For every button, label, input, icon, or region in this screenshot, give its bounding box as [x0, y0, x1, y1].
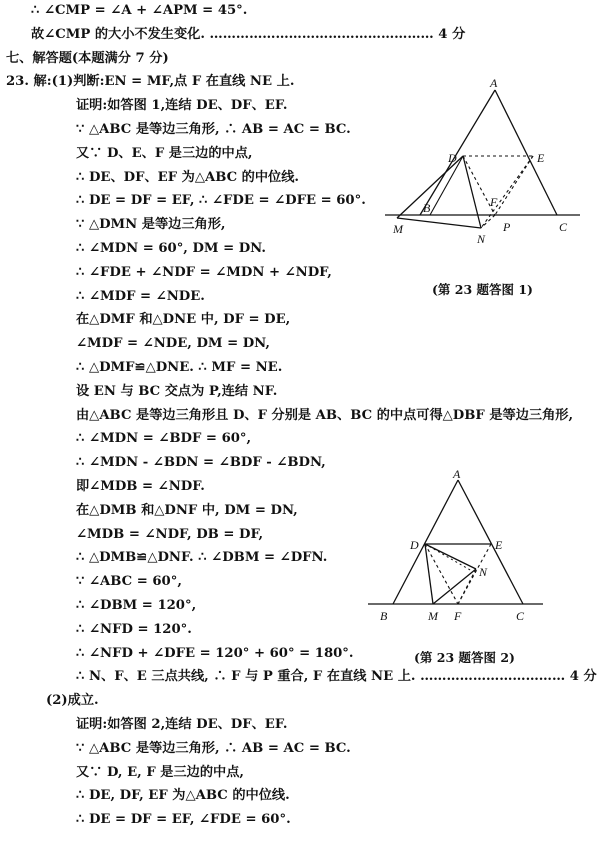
- fig1-label-n: N: [477, 232, 486, 246]
- text-line: ∴ DE, DF, EF 为△ABC 的中位线.: [76, 788, 290, 804]
- fig1-label-m: M: [393, 222, 403, 236]
- text-line: 七、解答题(本题满分 7 分): [6, 50, 169, 66]
- text-line: ∴ ∠NFD + ∠DFE = 120° + 60° = 180°.: [76, 645, 354, 661]
- text-line: ∴ DE、DF、EF 为△ABC 的中位线.: [76, 169, 300, 185]
- fig2-dn: [425, 544, 476, 569]
- text-line: ∴ DE = DF = EF, ∴ ∠FDE = ∠DFE = 60°.: [76, 193, 366, 209]
- fig1-label-f: F: [490, 195, 498, 209]
- text-line: ∴ ∠DBM = 120°,: [76, 598, 197, 613]
- text-line: ∴ ∠MDF = ∠NDE.: [76, 288, 205, 304]
- figure-2-diagram: [368, 466, 548, 626]
- fig1-label-b: B: [423, 201, 431, 215]
- fig1-label-p: P: [503, 220, 511, 234]
- text-line: ∵ △ABC 是等边三角形, ∴ AB = AC = BC.: [76, 122, 351, 137]
- fig1-db: [430, 156, 463, 215]
- fig2-df: [425, 544, 458, 604]
- text-line: 在△DMF 和△DNE 中, DF = DE,: [76, 312, 291, 328]
- figure-1-diagram: [385, 78, 590, 248]
- fig1-ef: [495, 156, 533, 215]
- fig1-dn: [463, 156, 481, 228]
- fig1-en: [481, 156, 533, 228]
- fig2-label-b: B: [380, 609, 388, 623]
- text-line: 故∠CMP 的大小不发生变化. …………………………………………… 4 分: [31, 26, 466, 42]
- text-line: ∴ ∠MDN = 60°, DM = DN.: [76, 241, 266, 256]
- fig2-label-e: E: [495, 538, 503, 552]
- fig2-label-f: F: [454, 609, 462, 623]
- text-line: ∠MDF = ∠NDE, DM = DN,: [76, 336, 270, 352]
- text-line: ∴ ∠FDE + ∠NDF = ∠MDN + ∠NDF,: [76, 264, 332, 280]
- fig1-side-ab: [420, 90, 495, 215]
- fig2-label-a: A: [453, 467, 461, 481]
- text-line: ∠MDB = ∠NDF, DB = DF,: [76, 526, 264, 542]
- text-line: 由△ABC 是等边三角形且 D、F 分别是 AB、BC 的中点可得△DBF 是等边三角形,: [76, 407, 574, 423]
- figure-1-caption: (第 23 题答图 1): [432, 282, 533, 297]
- text-line: 在△DMB 和△DNF 中, DM = DN,: [76, 502, 298, 518]
- text-line: 证明:如答图 1,连结 DE、DF、EF.: [76, 98, 288, 114]
- fig2-label-c: C: [516, 609, 525, 623]
- text-line: 证明:如答图 2,连结 DE、DF、EF.: [76, 717, 288, 732]
- text-line: ∴ △DMB≌△DNF. ∴ ∠DBM = ∠DFN.: [76, 550, 328, 566]
- text-line: ∴ △DMF≌△DNE. ∴ MF = NE.: [76, 360, 283, 375]
- text-line: ∵ △ABC 是等边三角形, ∴ AB = AC = BC.: [76, 740, 351, 756]
- fig1-nf: [481, 215, 495, 228]
- text-line: 又∵ D, E, F 是三边的中点,: [76, 764, 245, 780]
- text-line: ∴ DE = DF = EF, ∠FDE = 60°.: [76, 812, 291, 828]
- fig2-label-d: D: [410, 538, 419, 552]
- fig1-label-e: E: [537, 151, 545, 165]
- fig1-label-d: D: [448, 151, 457, 165]
- fig2-label-n: N: [479, 565, 488, 579]
- text-line: ∵ △DMN 是等边三角形,: [76, 217, 226, 233]
- text-line: 23. 解:(1)判断:EN = MF,点 F 在直线 NE 上.: [6, 74, 295, 90]
- figure-2-caption: (第 23 题答图 2): [414, 650, 515, 665]
- text-line: ∴ ∠CMP = ∠A + ∠APM = 45°.: [31, 3, 248, 18]
- text-line: ∴ ∠NFD = 120°.: [76, 621, 192, 637]
- text-line: 设 EN 与 BC 交点为 P,连结 NF.: [76, 383, 278, 399]
- text-line: 又∵ D、E、F 是三边的中点,: [76, 145, 253, 161]
- fig2-label-m: M: [428, 609, 438, 623]
- fig1-mn: [397, 218, 481, 228]
- text-line: ∴ N、F、E 三点共线, ∴ F 与 P 重合, F 在直线 NE 上. …………………………… 4 分: [76, 669, 597, 685]
- text-line: (2)成立.: [46, 693, 99, 709]
- fig1-label-c: C: [559, 220, 568, 234]
- text-line: ∴ ∠MDN = ∠BDF = 60°,: [76, 431, 252, 447]
- text-line: 即∠MDB = ∠NDF.: [76, 479, 205, 494]
- fig2-side-ab: [393, 480, 458, 604]
- fig2-dm: [425, 544, 433, 604]
- text-line: ∴ ∠MDN - ∠BDN = ∠BDF - ∠BDN,: [76, 455, 326, 471]
- fig1-label-a: A: [490, 78, 498, 90]
- text-line: ∵ ∠ABC = 60°,: [76, 574, 182, 590]
